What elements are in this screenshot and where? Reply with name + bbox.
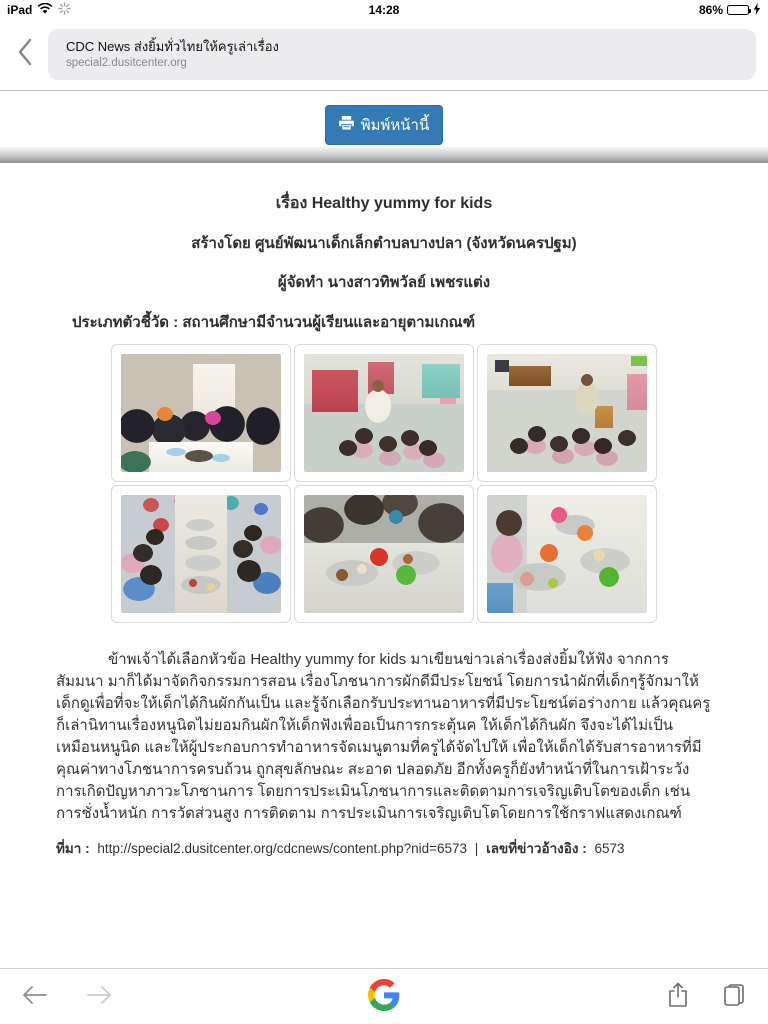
print-page-button[interactable] bbox=[325, 105, 443, 145]
photo-card-5[interactable] bbox=[294, 485, 474, 623]
browser-header bbox=[0, 20, 768, 91]
print-button-label: พิมพ์หน้านี้ bbox=[360, 117, 430, 134]
device-label: iPad bbox=[7, 3, 33, 17]
photo-card-4[interactable] bbox=[111, 485, 291, 623]
tabs-icon bbox=[722, 983, 746, 1010]
content-top-shadow bbox=[0, 147, 768, 163]
article-source-line bbox=[56, 837, 712, 859]
google-g-logo-icon bbox=[368, 979, 400, 1014]
source-label: ที่มา : bbox=[56, 841, 90, 856]
page-domain: special2.dusitcenter.org bbox=[66, 57, 187, 69]
battery-percent: 86% bbox=[698, 3, 723, 17]
article-content bbox=[0, 163, 768, 965]
article-title: เรื่อง Healthy yummy for kids bbox=[275, 195, 493, 212]
article-photo-4[interactable] bbox=[121, 495, 281, 613]
charging-bolt-icon bbox=[753, 3, 761, 18]
arrow-left-icon bbox=[22, 984, 48, 1009]
photo-card-2[interactable] bbox=[294, 344, 474, 482]
article-photo-3[interactable] bbox=[487, 354, 647, 472]
photo-card-6[interactable] bbox=[477, 485, 657, 623]
google-home-button[interactable] bbox=[368, 979, 400, 1014]
article-photo-5[interactable] bbox=[304, 495, 464, 613]
article-body: ข้าพเจ้าได้เลือกหัวข้อ Healthy yummy for kids มาเขียนข่าวเล่าเรื่องส่งยิ้มให้ฟัง จากการสัมมนา มาก็ได้มาจัดกิจกรรมการสอน เรื่องโภชนาการผักดีมีประโยชน์ โดยการนำผักที่เด็กๆรู้จักมาให้เด็กดูเพื่อที่จะให้เด็กได้กินผักกันเป็น และรู้จักเลือกรับประทานอาหารที่มีประโยชน์ต่อร่างกาย แล้วคุณครูก็เล่านิทานเรื่องหนูนิดไม่ยอมกินผักให้เด็กฟังเพื่ออเป็นการกระตุ้นค ให้เด็กได้กินผัก จึงจะได้ไม่เป็นเหมือนหนูนิด และให้ผู้ประกอบการทำอาหารจัดเมนูตามที่ครูได้จัดไปให้ เพื่อให้เด็กได้รับสารอาหารที่มีคุณค่าทางโภชนาการครบถ้วน ถูกสุขลักษณะ สะอาด ปลอดภัย อีกทั้งครูก็ยังทำหน้าที่ในการเฝ้าระวังการเกิดปัญหาภาวะโภชานการ โดยการประเมินโภชนาการและติดตามการเจริญเติบโตของเด็ก เช่นการชั่งน้ำหนัก การวัดส่วนสูง การติดตาม การประเมินการเจริญเติบโตโดยการใช้กราฟแสดงเกณฑ์ bbox=[56, 651, 711, 822]
tab-switcher-button[interactable] bbox=[722, 982, 746, 1011]
article-created-by: สร้างโดย ศูนย์พัฒนาเด็กเล็กตำบลบางปลา (จังหวัดนครปฐม) bbox=[191, 235, 577, 252]
ref-label: เลขที่ข่าวอ้างอิง : bbox=[486, 841, 587, 856]
article-photo-1[interactable] bbox=[121, 354, 281, 472]
url-bar[interactable] bbox=[48, 29, 756, 80]
battery-icon bbox=[727, 5, 749, 15]
arrow-right-icon bbox=[86, 984, 112, 1009]
share-button[interactable] bbox=[668, 982, 688, 1011]
status-time: 14:28 bbox=[368, 3, 400, 17]
toolbar-forward-button[interactable] bbox=[86, 984, 112, 1009]
photo-card-1[interactable] bbox=[111, 344, 291, 482]
share-icon bbox=[668, 982, 688, 1011]
bottom-toolbar bbox=[0, 968, 768, 1024]
ref-number: 6573 bbox=[594, 841, 625, 856]
photo-grid bbox=[111, 344, 657, 623]
toolbar-back-button[interactable] bbox=[22, 984, 48, 1009]
article-photo-2[interactable] bbox=[304, 354, 464, 472]
source-url: http://special2.dusitcenter.org/cdcnews/content.php?nid=6573 bbox=[97, 841, 468, 856]
page-title: CDC News ส่งยิ้มทั่วไทยให้ครูเล่าเรื่อง bbox=[66, 39, 279, 54]
source-separator: | bbox=[474, 841, 479, 856]
article-photo-6[interactable] bbox=[487, 495, 647, 613]
chevron-left-icon bbox=[17, 38, 33, 71]
article-author: ผู้จัดทำ นางสาวทิพวัลย์ เพชรแต่ง bbox=[277, 274, 491, 291]
status-bar bbox=[0, 0, 768, 20]
photo-card-3[interactable] bbox=[477, 344, 657, 482]
header-back-button[interactable] bbox=[10, 38, 40, 72]
printer-icon bbox=[339, 116, 354, 134]
print-strip bbox=[0, 91, 768, 147]
article-indicator: ประเภทตัวชี้วัด : สถานศึกษามีจำนวนผู้เรียนและอายุตามเกณฑ์ bbox=[72, 314, 476, 331]
